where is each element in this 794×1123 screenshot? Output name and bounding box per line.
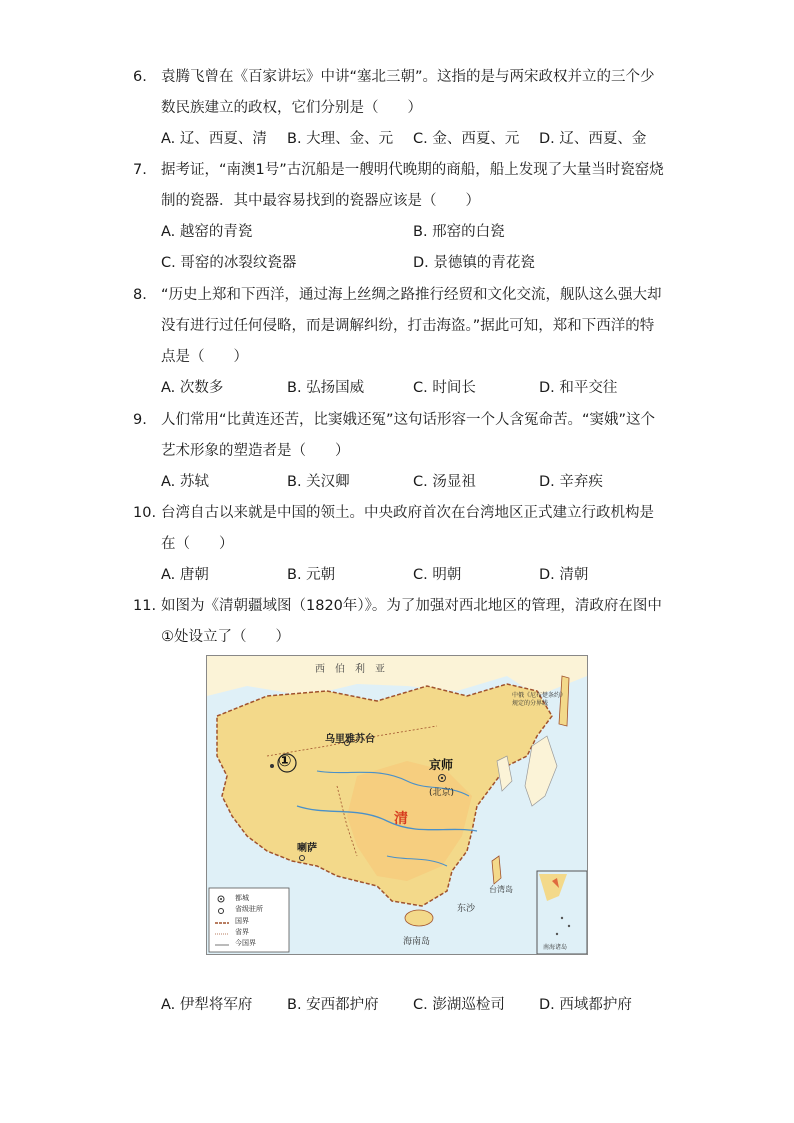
option-a[interactable]: A. 苏轼 xyxy=(161,474,209,490)
option-a[interactable]: A. 唐朝 xyxy=(161,567,209,583)
option-d[interactable]: D. 辛弃疾 xyxy=(539,474,603,490)
question-text: 如图为《清朝疆域图（1820年）》。为了加强对西北地区的管理，清政府在图中①处设立了（ ） xyxy=(161,598,662,645)
legend-provincial-border: 省界 xyxy=(235,927,249,936)
option-c[interactable]: C. 汤显祖 xyxy=(413,474,476,490)
label-qing: 清 xyxy=(394,811,408,827)
label-dongsha: 东沙 xyxy=(457,904,476,914)
option-a[interactable]: A. 伊犁将军府 xyxy=(161,997,253,1013)
option-b[interactable]: B. 关汉卿 xyxy=(287,474,350,490)
legend-provincial-seat: 省级驻所 xyxy=(235,905,263,914)
option-c[interactable]: C. 金、西夏、元 xyxy=(413,131,520,147)
question-10 xyxy=(133,498,668,560)
question-number: 8. xyxy=(133,287,147,303)
question-6 xyxy=(133,62,668,124)
option-c[interactable]: C. 明朝 xyxy=(413,567,462,583)
question-text: 台湾自古以来就是中国的领土。中央政府首次在台湾地区正式建立行政机构是在（ ） xyxy=(161,505,654,552)
option-b[interactable]: B. 邢窑的白瓷 xyxy=(413,224,505,240)
question-number: 11. xyxy=(133,598,157,614)
option-a[interactable]: A. 越窑的青瓷 xyxy=(161,224,253,240)
option-a[interactable]: A. 辽、西夏、清 xyxy=(161,131,267,147)
label-nanhai: 南海诸岛 xyxy=(543,944,568,951)
question-number: 9. xyxy=(133,412,147,428)
label-uliastai: 乌里雅苏台 xyxy=(325,734,375,745)
question-number: 6. xyxy=(133,69,147,85)
question-text: 人们常用“比黄连还苦，比窦娥还冤”这句话形容一个人含冤命苦。“窦娥”这个艺术形象的塑造者是（ ） xyxy=(161,412,656,459)
option-c[interactable]: C. 时间长 xyxy=(413,380,476,396)
label-treaty-note: 中俄《尼布楚条约》 规定的分界线 xyxy=(512,692,567,707)
question-8 xyxy=(133,280,668,373)
option-b[interactable]: B. 安西都护府 xyxy=(287,997,379,1013)
qing-territory-map xyxy=(206,655,588,955)
option-c[interactable]: C. 哥窑的冰裂纹瓷器 xyxy=(161,255,297,271)
option-d[interactable]: D. 辽、西夏、金 xyxy=(539,131,647,147)
label-siberia: 西 伯 利 亚 xyxy=(315,664,385,675)
option-d[interactable]: D. 西域都护府 xyxy=(539,997,632,1013)
legend-capital: 都城 xyxy=(235,894,249,902)
label-marker: ① xyxy=(278,751,292,770)
option-b[interactable]: B. 弘扬国威 xyxy=(287,380,365,396)
question-11 xyxy=(133,591,668,653)
question-number: 7. xyxy=(133,162,147,178)
option-d[interactable]: D. 和平交往 xyxy=(539,380,618,396)
label-beijing: (北京) xyxy=(429,788,455,798)
question-text: 袁腾飞曾在《百家讲坛》中讲“塞北三朝”。这指的是与两宋政权并立的三个少数民族建立的政权，它们分别是（ ） xyxy=(161,69,655,116)
legend-national-border: 国界 xyxy=(235,916,249,925)
option-d[interactable]: D. 清朝 xyxy=(539,567,589,583)
label-taiwan: 台湾岛 xyxy=(489,885,513,894)
option-b[interactable]: B. 大理、金、元 xyxy=(287,131,394,147)
question-text: 据考证，“南澳1号”古沉船是一艘明代晚期的商船，船上发现了大量当时瓷窑烧制的瓷器．其中最容易找到的瓷器应该是（ ） xyxy=(161,162,664,209)
question-7 xyxy=(133,155,668,217)
option-c[interactable]: C. 澎湖巡检司 xyxy=(413,997,505,1013)
label-lhasa: 喇萨 xyxy=(297,843,317,854)
question-9 xyxy=(133,405,668,467)
question-number: 10. xyxy=(133,505,157,521)
option-b[interactable]: B. 元朝 xyxy=(287,567,336,583)
legend-current-border: 今国界 xyxy=(235,939,256,948)
label-hainan: 海南岛 xyxy=(403,937,431,947)
question-text: “历史上郑和下西洋，通过海上丝绸之路推行经贸和文化交流，舰队这么强大却没有进行过任何侵略，而是调解纠纷，打击海盗。”据此可知，郑和下西洋的特点是（ ） xyxy=(161,287,662,365)
option-d[interactable]: D. 景德镇的青花瓷 xyxy=(413,255,535,271)
option-a[interactable]: A. 次数多 xyxy=(161,380,224,396)
label-capital: 京师 xyxy=(429,758,454,772)
map-legend xyxy=(235,893,263,949)
